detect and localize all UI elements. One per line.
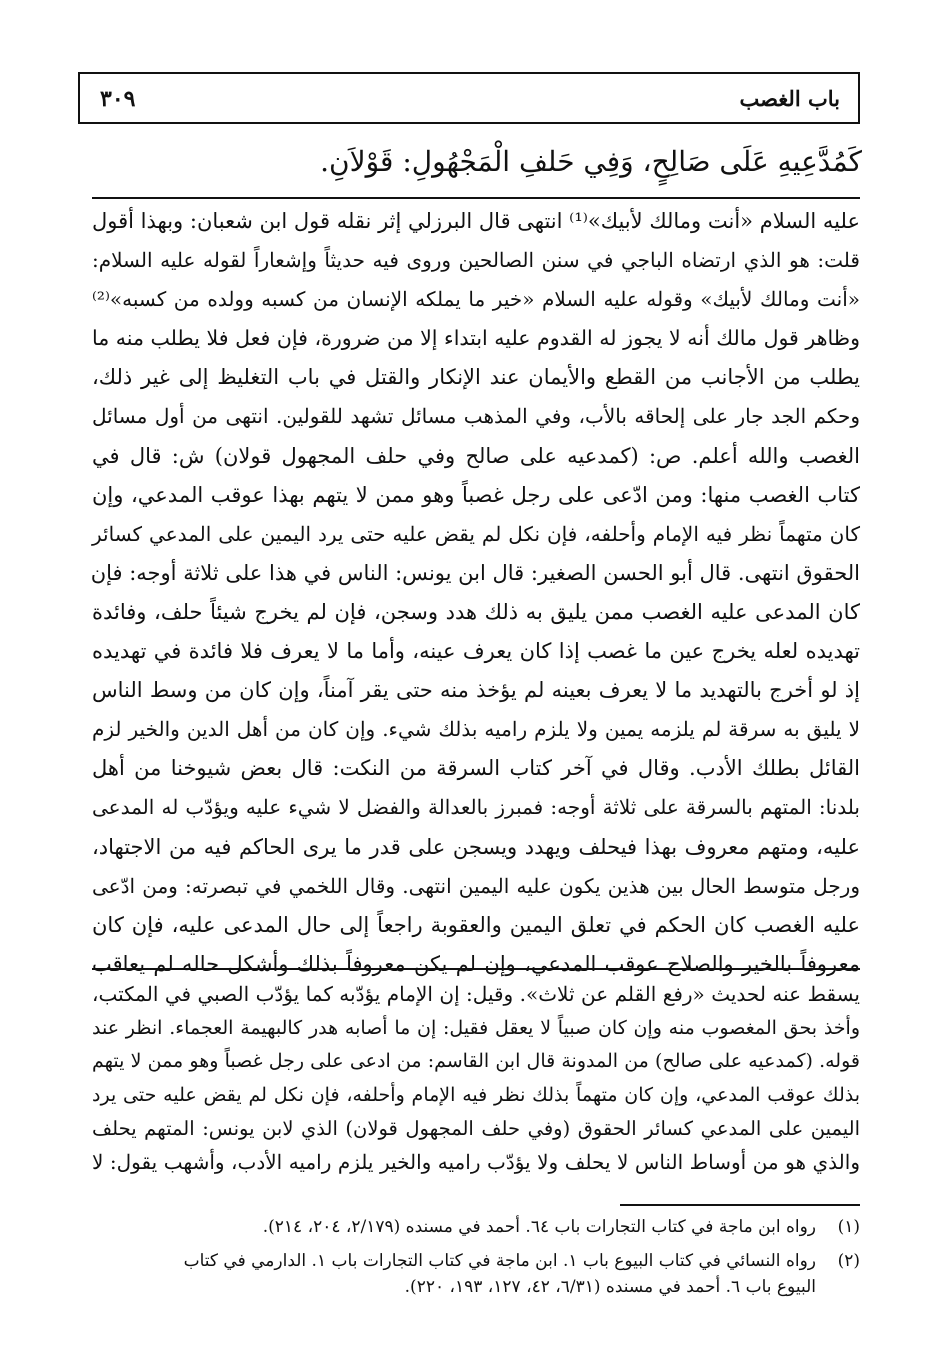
text-line: عليه، ومتهم معروف بهذا فيحلف ويهدد ويسجن على قدر ما يرى الحاكم فيه من الاجتهاد،: [92, 834, 860, 859]
text-line: الحقوق انتهى. قال أبو الحسن الصغير: قال ابن يونس: الناس في هذا على ثلاثة أوجه: فإن: [90, 560, 860, 585]
commentary-divider: [92, 968, 860, 970]
text-line: قوله. (كمدعيه على صالح) من المدونة قال ابن القاسم: من ادعى على رجل غصباً وهو ممن لا يتهم: [92, 1050, 860, 1073]
matn-divider: [92, 197, 860, 199]
text-line: عليه السلام «أنت ومالك لأبيك»⁽¹⁾ انتهى قال البرزلي إثر نقله قول ابن شعبان: وبهذا أقول: [92, 209, 860, 233]
text-line: عليه الغصب كان الحكم في تعلق اليمين والعقوبة راجعاً إلى حال المدعى عليه، فإن كان: [92, 912, 860, 937]
text-line: وأخذ بحق المغصوب منه وإن كان صبياً لا يعقل فقيل: إن ما أصابه هدر كالبهيمة العجماء. انظر عند: [92, 1016, 860, 1039]
footnote-text: رواه ابن ماجة في كتاب التجارات باب ٦٤. أحمد في مسنده (٢/١٧٩، ٢٠٤، ٢١٤).: [262, 1217, 816, 1237]
footnote-divider: [620, 1204, 860, 1206]
text-line: إذ لو أخرج بالتهديد ما لا يعرف بعينه لم يؤخذ منه حتى يقر آمناً، وإن كان من وسط الناس: [92, 678, 860, 703]
text-line: يطلب من الأجانب من القطع والأيمان عند الإنكار والقتل في باب التغليظ إلى غير ذلك،: [92, 365, 860, 390]
text-line: وظاهر قول مالك أنه لا يجوز له القدوم عليه ابتداء إلا من ضرورة، فإن فعل فلا يطلب منه ما: [92, 326, 860, 351]
footnotes: [92, 1214, 860, 1300]
matn-text: كَمُدَّعِيهِ عَلَى صَالِحٍ، وَفِي حَلفِ الْمَجْهُولِ: قَوْلاَنِ.: [320, 145, 862, 178]
footnote-number: (١): [837, 1217, 860, 1237]
text-line: كتاب الغصب منها: ومن ادّعى على رجل غصباً وهو ممن لا يتهم بهذا عوقب المدعي، وإن: [92, 482, 860, 507]
text-line: والذي هو من أوساط الناس لا يحلف ولا يؤدّب راميه والخير يلزم راميه الأدب، وأشهب يقول: لا: [92, 1149, 860, 1174]
footnote: [92, 1214, 860, 1240]
footnote: [92, 1248, 860, 1300]
text-line: كان المدعى عليه الغصب ممن يليق به ذلك هدد وسجن، فإن لم يخرج شيئاً حلف، وفائدة: [92, 599, 860, 624]
text-line: كان متهماً نظر فيه الإمام وأحلفه، فإن نكل لم يقض عليه حتى يرد اليمين على المدعي كسائر: [92, 521, 860, 546]
margin-commentary: [92, 978, 860, 1180]
text-line: يسقط عنه لحديث «رفع القلم عن ثلاث». وقيل: إن الإمام يؤدّبه كما يؤدّب الصبي في المكتب،: [92, 982, 860, 1006]
text-line: القائل بطلك الأدب. وقال في آخر كتاب السرقة من النكت: قال بعض شيوخنا من أهل: [92, 756, 860, 781]
text-line: قلت: هو الذي ارتضاه الباجي في سنن الصالحين وروى فيه حديثاً وإشعاراً لقوله عليه السلام:: [92, 248, 860, 273]
footnote-number: (٢): [837, 1251, 860, 1271]
chapter-title: باب الغصب: [739, 86, 840, 111]
page-header: [78, 72, 860, 124]
text-line: الغصب والله أعلم. ص: (كمدعيه على صالح وفي حلف المجهول قولان) ش: قال في: [92, 443, 860, 468]
text-line: «أنت ومالك لأبيك» وقوله عليه السلام «خير ما يملكه الإنسان من كسبه وولده من كسبه»⁽²⁾: [92, 287, 860, 312]
footnote-continuation: البيوع باب ٦. أحمد في مسنده (٦/٣١، ٤٢، ١٢٧، ١٩٣، ٢٢٠).: [404, 1277, 816, 1297]
commentary-text: [92, 202, 860, 984]
text-line: اليمين على المدعي كسائر الحقوق (وفي حلف المجهول قولان) الذي لابن يونس: المتهم يحلف: [92, 1117, 860, 1141]
footnote-text: رواه النسائي في كتاب البيوع باب ١. ابن ماجة في كتاب التجارات باب ١. الدارمي في كتاب: [183, 1251, 816, 1271]
text-line: لا يليق به سرقة لم يلزمه يمين ولا يلزم راميه بذلك شيء. وإن كان من أهل الدين والخير لزم: [92, 717, 860, 742]
text-line: وحكم الجد جار على إلحاقه بالأب، وفي المذهب مسائل تشهد للقولين. انتهى من أول مسائل: [92, 404, 860, 429]
text-line: معروفاً بالخير والصلاح عوقب المدعي، وإن لم يكن معروفاً بذلك وأشكل حاله لم يعاقب: [92, 951, 860, 976]
text-line: تهديده لعله يخرج عين ما غصب إذا كان يعرف عينه، وأما ما لا يعرف فلا فائدة في تهديده: [92, 639, 860, 664]
page-number: ٣٠٩: [100, 86, 136, 112]
text-line: ورجل متوسط الحال بين هذين يكون عليه اليمين انتهى. وقال اللخمي في تبصرته: ومن ادّعى: [92, 873, 860, 898]
text-line: بذلك عوقب المدعي، وإن كان متهماً بذلك نظر فيه الإمام وأحلفه، فإن نكل لم يقض عليه حتى يرد: [92, 1083, 860, 1106]
text-line: بلدنا: المتهم بالسرقة على ثلاثة أوجه: فمبرز بالعدالة والفضل لا شيء عليه ويؤدّب له المدعى: [92, 795, 860, 820]
